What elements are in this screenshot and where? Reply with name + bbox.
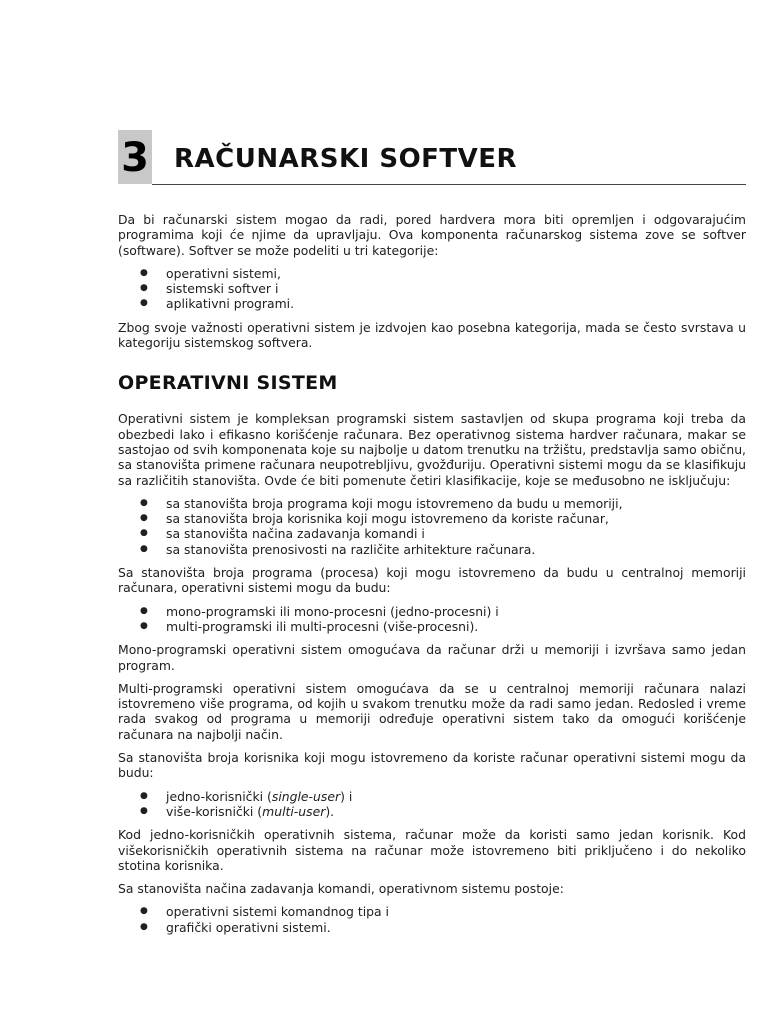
software-categories-list	[118, 266, 746, 312]
list-item: ● sistemski softver i	[140, 281, 279, 297]
bullet-icon: ●	[140, 543, 148, 554]
list-item: ● sa stanovišta broja programa koji mogu istovremeno da budu u memoriji,	[140, 495, 623, 511]
list-item: ● aplikativni programi.	[140, 296, 295, 312]
paragraph: Multi-programski operativni sistem omogućava da se u centralnoj memoriji računara nalazi istovremeno više programa, od kojih u svakom trenutku može da radi samo jedan. Redosled i vreme rada svakog od programa u memoriji određuje operativni sistem tako da omogući korišćenje računara na najbolji način.	[118, 680, 746, 742]
list-item: ● jedno-korisnički (single-user) i	[140, 788, 353, 804]
list-item: ● mono-programski ili mono-procesni (jedno-procesni) i	[140, 603, 499, 619]
bullet-icon: ●	[140, 298, 148, 309]
chapter-rule	[152, 184, 746, 185]
bullet-icon: ●	[140, 528, 148, 539]
program-count-list	[118, 604, 746, 635]
bullet-icon: ●	[140, 921, 148, 932]
paragraph: Sa stanovišta načina zadavanja komandi, operativnom sistemu postoje:	[118, 881, 564, 897]
bullet-icon: ●	[140, 620, 148, 631]
classification-list	[118, 496, 746, 557]
section-title: OPERATIVNI SISTEM	[118, 372, 338, 395]
chapter-heading	[118, 128, 746, 186]
list-item: ● grafički operativni sistemi.	[140, 919, 331, 935]
list-item: ● sa stanovišta prenosivosti na različite arhitekture računara.	[140, 541, 536, 557]
intro-paragraph: Da bi računarski sistem mogao da radi, pored hardvera mora biti opremljen i odgovarajućim programima koji će njime da upravljaju. Ova komponenta računarskog sistema zove se softver (software). Softver se može podeliti u tri kategorije:	[118, 212, 746, 258]
list-item: ● sa stanovišta načina zadavanja komandi i	[140, 526, 425, 542]
list-item: ● multi-programski ili multi-procesni (više-procesni).	[140, 618, 479, 634]
bullet-icon: ●	[140, 267, 148, 278]
paragraph: Sa stanovišta broja korisnika koji mogu istovremeno da koriste računar operativni sistemi mogu da budu:	[118, 750, 746, 781]
list-item: ● operativni sistemi,	[140, 265, 281, 281]
paragraph: Operativni sistem je kompleksan programski sistem sastavljen od skupa programa koji treba da obezbedi lako i efikasno korišćenje računara. Bez operativnog sistema hardver računara, makar se sastojao od svih komponenata koje su najbolje u datom trenutku na tržištu, predstavlja samo običnu, sa stanovišta primene računara neupotrebljivu, gvožđuriju. Operativni sistemi mogu da se klasifikuju sa različitih stanovišta. Ovde će biti pomenute četiri klasifikacije, koje se međusobno ne isključuju:	[118, 411, 746, 488]
paragraph: Zbog svoje važnosti operativni sistem je izdvojen kao posebna kategorija, mada se često svrstava u kategoriju sistemskog softvera.	[118, 319, 746, 351]
command-mode-list	[118, 904, 746, 935]
bullet-icon: ●	[140, 605, 148, 616]
paragraph: Mono-programski operativni sistem omogućava da računar drži u memoriji i izvršava samo jedan program.	[118, 642, 746, 673]
bullet-icon: ●	[140, 513, 148, 524]
paragraph: Kod jedno-korisničkih operativnih sistema, računar može da koristi samo jedan korisnik. Kod višekorisničkih operativnih sistema na računar može istovremeno biti priključeno i do nekoliko stotina korisnika.	[118, 827, 746, 873]
bullet-icon: ●	[140, 906, 148, 917]
list-item: ● operativni sistemi komandnog tipa i	[140, 904, 389, 920]
user-count-list	[118, 789, 746, 820]
chapter-number: 3	[118, 130, 152, 184]
bullet-icon: ●	[140, 283, 148, 294]
list-item: ● sa stanovišta broja korisnika koji mogu istovremeno da koriste računar,	[140, 511, 609, 527]
bullet-icon: ●	[140, 497, 148, 508]
chapter-title: RAČUNARSKI SOFTVER	[174, 144, 518, 174]
bullet-icon: ●	[140, 790, 148, 801]
list-item: ● više-korisnički (multi-user).	[140, 803, 335, 819]
bullet-icon: ●	[140, 805, 148, 816]
document-body	[118, 212, 746, 943]
paragraph: Sa stanovišta broja programa (procesa) koji mogu istovremeno da budu u centralnoj memoriji računara, operativni sistemi mogu da budu:	[118, 565, 746, 596]
